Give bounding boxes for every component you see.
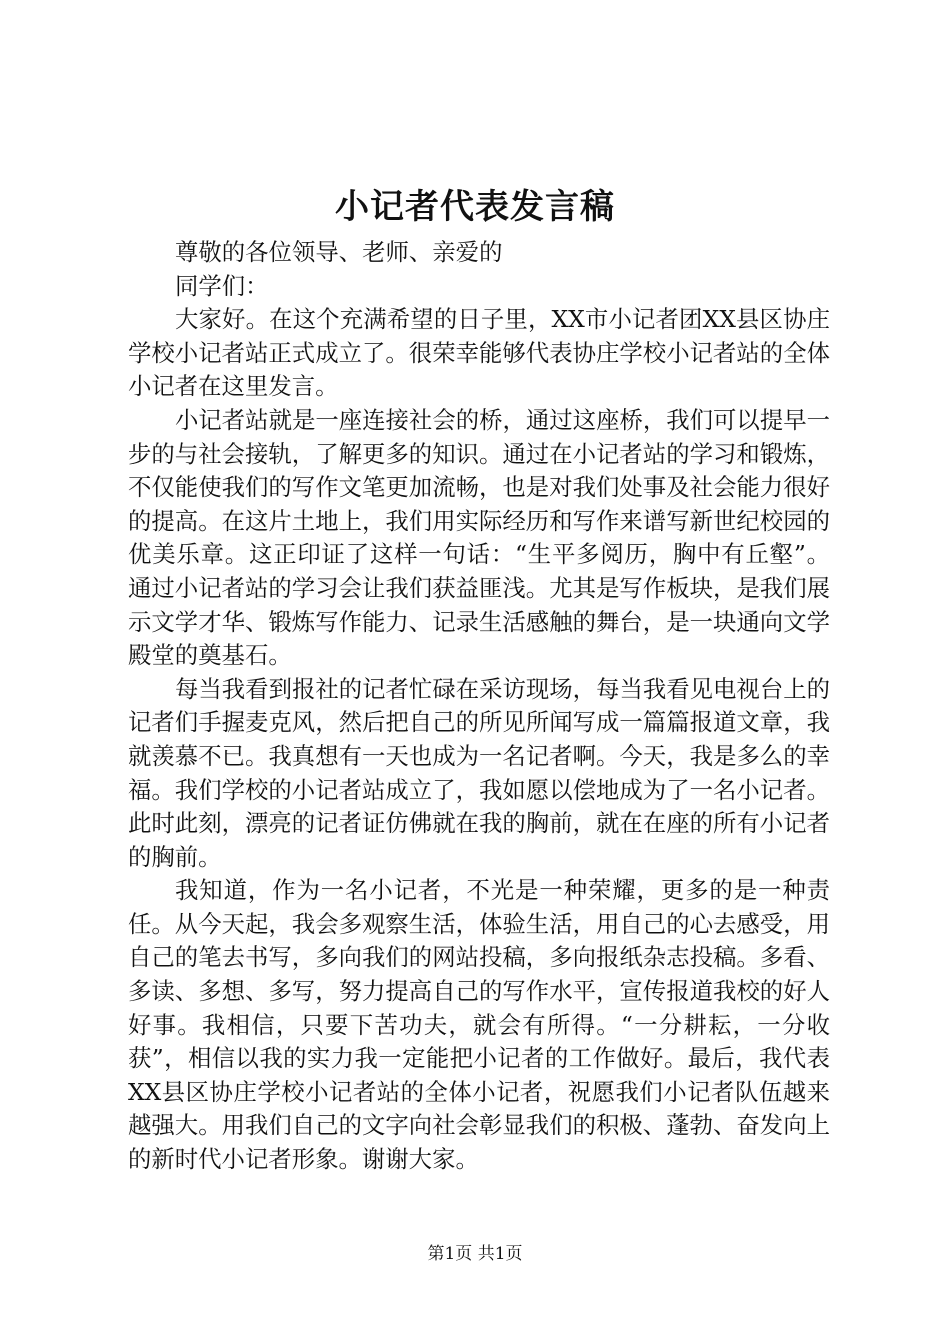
document-title: 小记者代表发言稿	[335, 187, 615, 227]
paragraph-4: 我知道，作为一名小记者，不光是一种荣耀，更多的是一种责任。从今天起，我会多观察生活，体验生活，用自己的心去感受，用自己的笔去书写，多向我们的网站投稿，多向报纸杂志投稿。多看、多读、多想、多写，努力提高自己的写作水平，宣传报道我校的好人好事。我相信，只要下苦功夫，就会有所得。“一分耕耘，一分收获”，相信以我的实力我一定能把小记者的工作做好。最后，我代表XX县区协庄学校小记者站的全体小记者，祝愿我们小记者队伍越来越强大。用我们自己的文字向社会彰显我们的积极、蓬勃、奋发向上的新时代小记者形象。谢谢大家。	[128, 876, 830, 1174]
page-footer: 第1页 共1页	[427, 1244, 523, 1264]
salutation-line-2: 同学们：	[175, 271, 269, 300]
salutation-line-1: 尊敬的各位领导、老师、亲爱的	[175, 238, 503, 266]
paragraph-2: 小记者站就是一座连接社会的桥，通过这座桥，我们可以提早一步的与社会接轨，了解更多的知识。通过在小记者站的学习和锻炼，不仅能使我们的写作文笔更加流畅，也是对我们处事及社会能力很好的提高。在这片土地上，我们用实际经历和写作来谱写新世纪校园的优美乐章。这正印证了这样一句话：“生平多阅历，胸中有丘壑”。通过小记者站的学习会让我们获益匪浅。尤其是写作板块，是我们展示文学才华、锻炼写作能力、记录生活感触的舞台，是一块通向文学殿堂的奠基石。	[128, 405, 830, 670]
paragraph-1: 大家好。在这个充满希望的日子里，XX市小记者团XX县区协庄学校小记者站正式成立了。很荣幸能够代表协庄学校小记者站的全体小记者在这里发言。	[128, 305, 830, 401]
paragraph-3: 每当我看到报社的记者忙碌在采访现场，每当我看见电视台上的记者们手握麦克风，然后把自己的所见所闻写成一篇篇报道文章，我就羡慕不已。我真想有一天也成为一名记者啊。今天，我是多么的幸福。我们学校的小记者站成立了，我如愿以偿地成为了一名小记者。此时此刻，漂亮的记者证仿佛就在我的胸前，就在在座的所有小记者的胸前。	[128, 674, 830, 871]
document-body	[128, 236, 830, 1177]
